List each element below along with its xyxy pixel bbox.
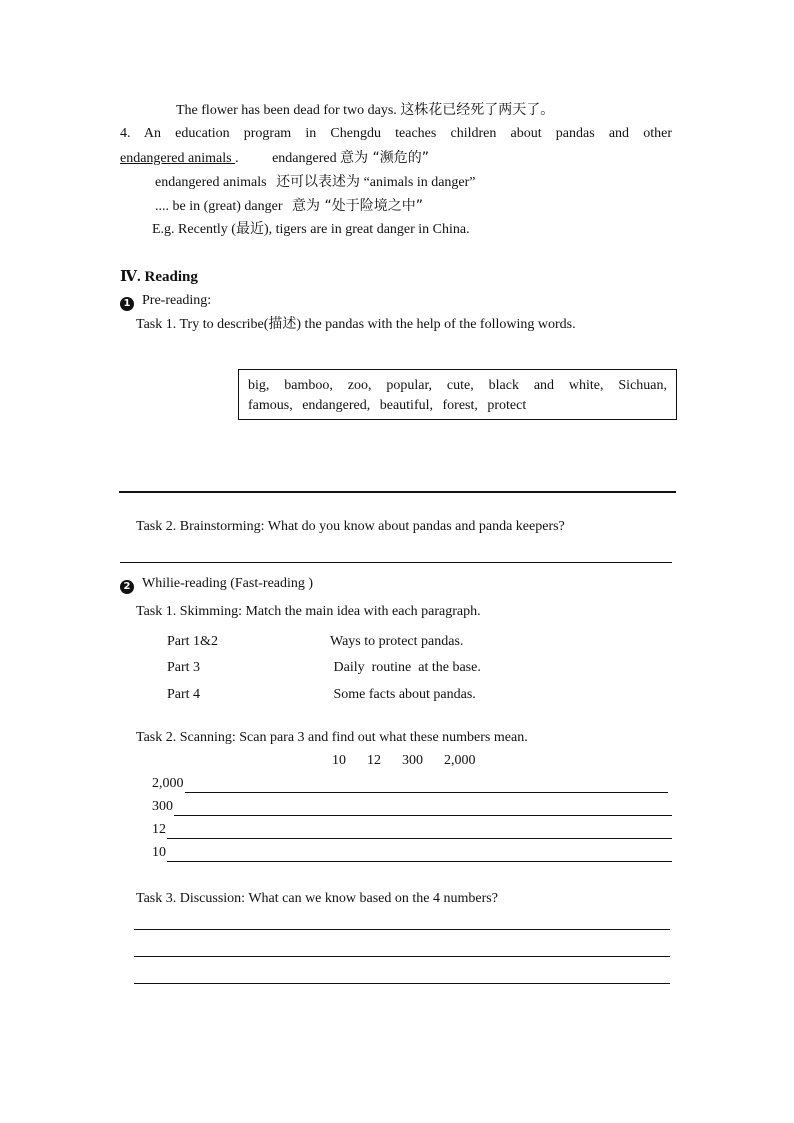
number-two-icon: 2 (120, 580, 134, 594)
example-eg: E.g. Recently (最近), tigers are in great danger in China. (152, 222, 470, 237)
pre-reading-text: Pre-reading: (142, 293, 212, 308)
blank-line[interactable] (185, 778, 669, 793)
blank-line[interactable] (167, 847, 672, 862)
number-blank-row[interactable] (152, 821, 672, 839)
blank-line[interactable] (167, 824, 672, 839)
part-label: Part 4 (167, 687, 201, 702)
discussion-task: Task 3. Discussion: What can we know based on the 4 numbers? (136, 891, 498, 906)
numbers-list: 10 12 300 2,000 (332, 753, 476, 768)
period: . (235, 151, 239, 166)
example-sentence-en: The flower has been dead for two days. (176, 103, 397, 118)
item4-line1: 4. An education program in Chengdu teaches children about pandas and other (120, 126, 672, 141)
pre-reading-label (120, 292, 211, 311)
item4-line2 (120, 149, 429, 168)
match-row[interactable] (167, 659, 481, 677)
number-label: 300 (152, 799, 173, 814)
phrase-line (155, 197, 423, 216)
alt-expression (155, 173, 476, 192)
match-row[interactable] (167, 633, 463, 651)
meaning-cn: 意为 “濒危的” (340, 150, 430, 166)
answer-line[interactable] (120, 562, 672, 563)
phrase-cn: 意为 “处于险境之中” (292, 198, 423, 214)
answer-line[interactable] (134, 956, 670, 957)
match-row[interactable] (167, 686, 476, 704)
section-heading: Ⅳ. Reading (120, 269, 198, 285)
alt-quote: “animals in danger” (363, 175, 476, 190)
word-box-line2: famous, endangered, beautiful, forest, protect (248, 398, 527, 413)
example-sentence (176, 101, 554, 120)
part-label: Part 3 (167, 660, 201, 675)
number-label: 2,000 (152, 776, 184, 791)
part-label: Part 1&2 (167, 634, 218, 649)
underlined-phrase: endangered animals (120, 151, 236, 166)
number-blank-row[interactable] (152, 844, 672, 862)
number-one-icon: 1 (120, 297, 134, 311)
blank-line[interactable] (174, 801, 672, 816)
pre-reading-task1: Task 1. Try to describe(描述) the pandas with the help of the following words. (136, 317, 576, 332)
number-blank-row[interactable] (152, 775, 668, 793)
meaning-word: endangered (272, 151, 337, 166)
skimming-task: Task 1. Skimming: Match the main idea with each paragraph. (136, 604, 481, 619)
alt-cn: 还可以表述为 (276, 174, 361, 190)
answer-line[interactable] (119, 491, 676, 493)
while-reading-text: Whilie-reading (Fast-reading ) (142, 576, 314, 591)
pre-reading-task2: Task 2. Brainstorming: What do you know about pandas and panda keepers? (136, 519, 565, 534)
while-reading-label (120, 575, 313, 594)
scanning-task: Task 2. Scanning: Scan para 3 and find out what these numbers mean. (136, 730, 528, 745)
answer-line[interactable] (134, 929, 670, 930)
answer-line[interactable] (134, 983, 670, 984)
phrase-en: .... be in (great) danger (155, 199, 283, 214)
alt-en: endangered animals (155, 175, 267, 190)
main-idea: Ways to protect pandas. (330, 634, 464, 649)
number-label: 10 (152, 845, 166, 860)
example-sentence-cn: 这株花已经死了两天了。 (400, 102, 555, 118)
word-box (238, 369, 677, 420)
word-box-line1: big, bamboo, zoo, popular, cute, black and white, Sichuan, (248, 378, 667, 393)
number-label: 12 (152, 822, 166, 837)
main-idea: Daily routine at the base. (330, 660, 481, 675)
main-idea: Some facts about pandas. (330, 687, 476, 702)
number-blank-row[interactable] (152, 798, 672, 816)
